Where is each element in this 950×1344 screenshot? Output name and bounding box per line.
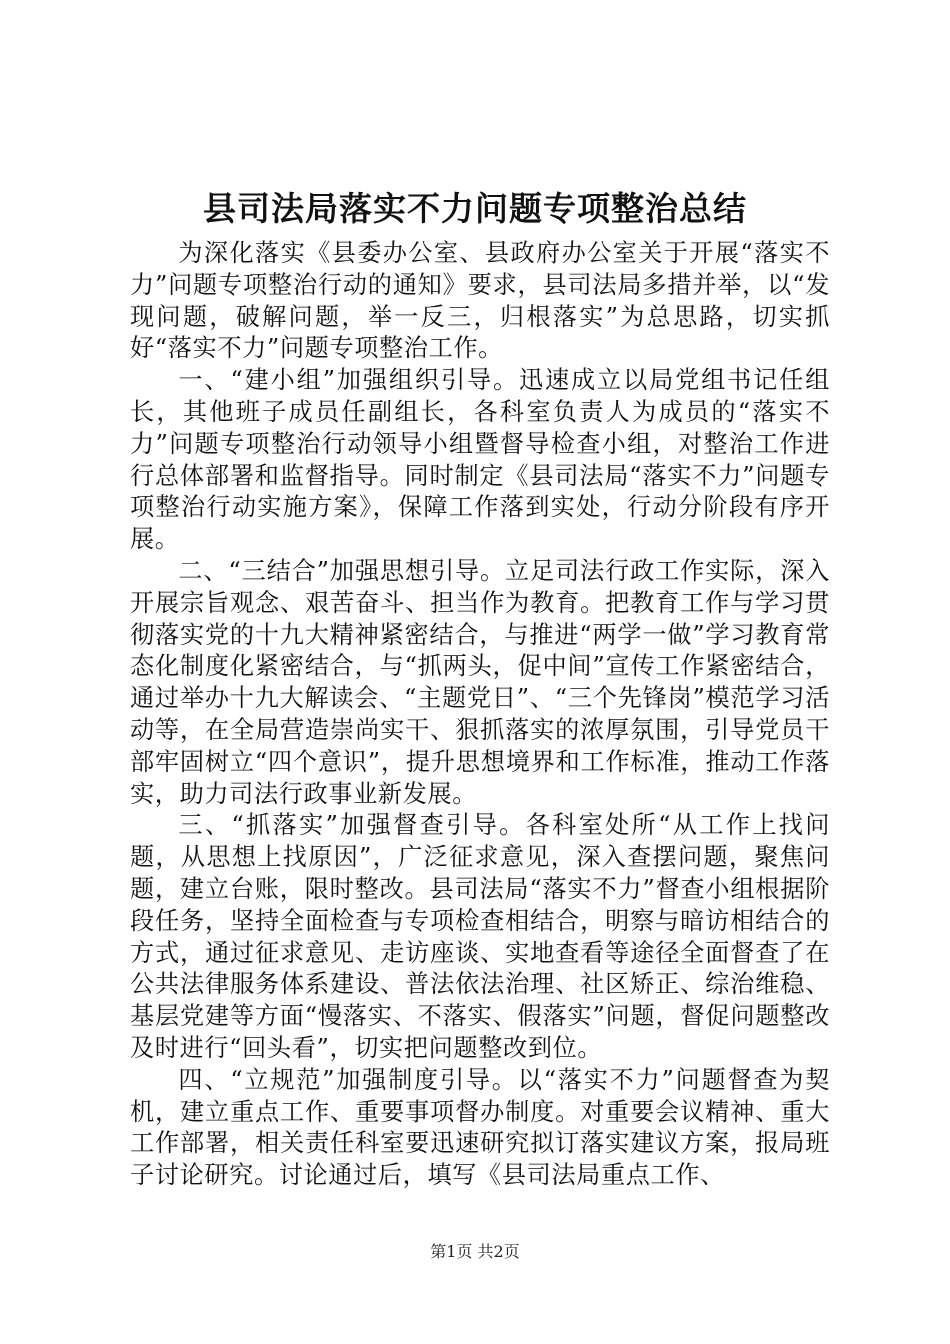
section-3-paragraph: 三、“抓落实”加强督查引导。各科室处所“从工作上找问题，从思想上找原因”，广泛征求意见，深入查摆问题，聚焦问题，建立台账，限时整改。县司法局“落实不力”督查小组根据阶段任务，坚持全面检查与专项检查相结合，明察与暗访相结合的方式，通过征求意见、走访座谈、实地查看等途径全面督查了在公共法律服务体系建设、普法依法治理、社区矫正、综治维稳、基层党建等方面“慢落实、不落实、假落实”问题，督促问题整改及时进行“回头看”，切实把问题整改到位。 <box>130 811 830 1062</box>
page-indicator: 第1页 共2页 <box>430 1242 520 1261</box>
page-footer <box>0 1240 950 1264</box>
section-4-paragraph: 四、“立规范”加强制度引导。以“落实不力”问题督查为契机，建立重点工作、重要事项督办制度。对重要会议精神、重大工作部署，相关责任科室要迅速研究拟订落实建议方案，报局班子讨论研究。讨论通过后，填写《县司法局重点工作、 <box>130 1065 830 1190</box>
document-title: 县司法局落实不力问题专项整治总结 <box>203 189 747 228</box>
intro-paragraph: 为深化落实《县委办公室、县政府办公室关于开展“落实不力”问题专项整治行动的通知》要求，县司法局多措并举，以“发现问题，破解问题，举一反三，归根落实”为总思路，切实抓好“落实不力”问题专项整治工作。 <box>130 239 830 363</box>
section-2-paragraph: 二、“三结合”加强思想引导。立足司法行政工作实际，深入开展宗旨观念、艰苦奋斗、担当作为教育。把教育工作与学习贯彻落实党的十九大精神紧密结合，与推进“两学一做”学习教育常态化制度化紧密结合，与“抓两头，促中间”宣传工作紧密结合，通过举办十九大解读会、“主题党日”、“三个先锋岗”模范学习活动等，在全局营造崇尚实干、狠抓落实的浓厚氛围，引导党员干部牢固树立“四个意识”，提升思想境界和工作标准，推动工作落实，助力司法行政事业新发展。 <box>130 556 830 808</box>
document-body <box>130 238 830 1192</box>
section-1-paragraph: 一、“建小组”加强组织引导。迅速成立以局党组书记任组长，其他班子成员任副组长，各科室负责人为成员的“落实不力”问题专项整治行动领导小组暨督导检查小组，对整治工作进行总体部署和监督指导。同时制定《县司法局“落实不力”问题专项整治行动实施方案》，保障工作落到实处，行动分阶段有序开展。 <box>130 366 830 554</box>
